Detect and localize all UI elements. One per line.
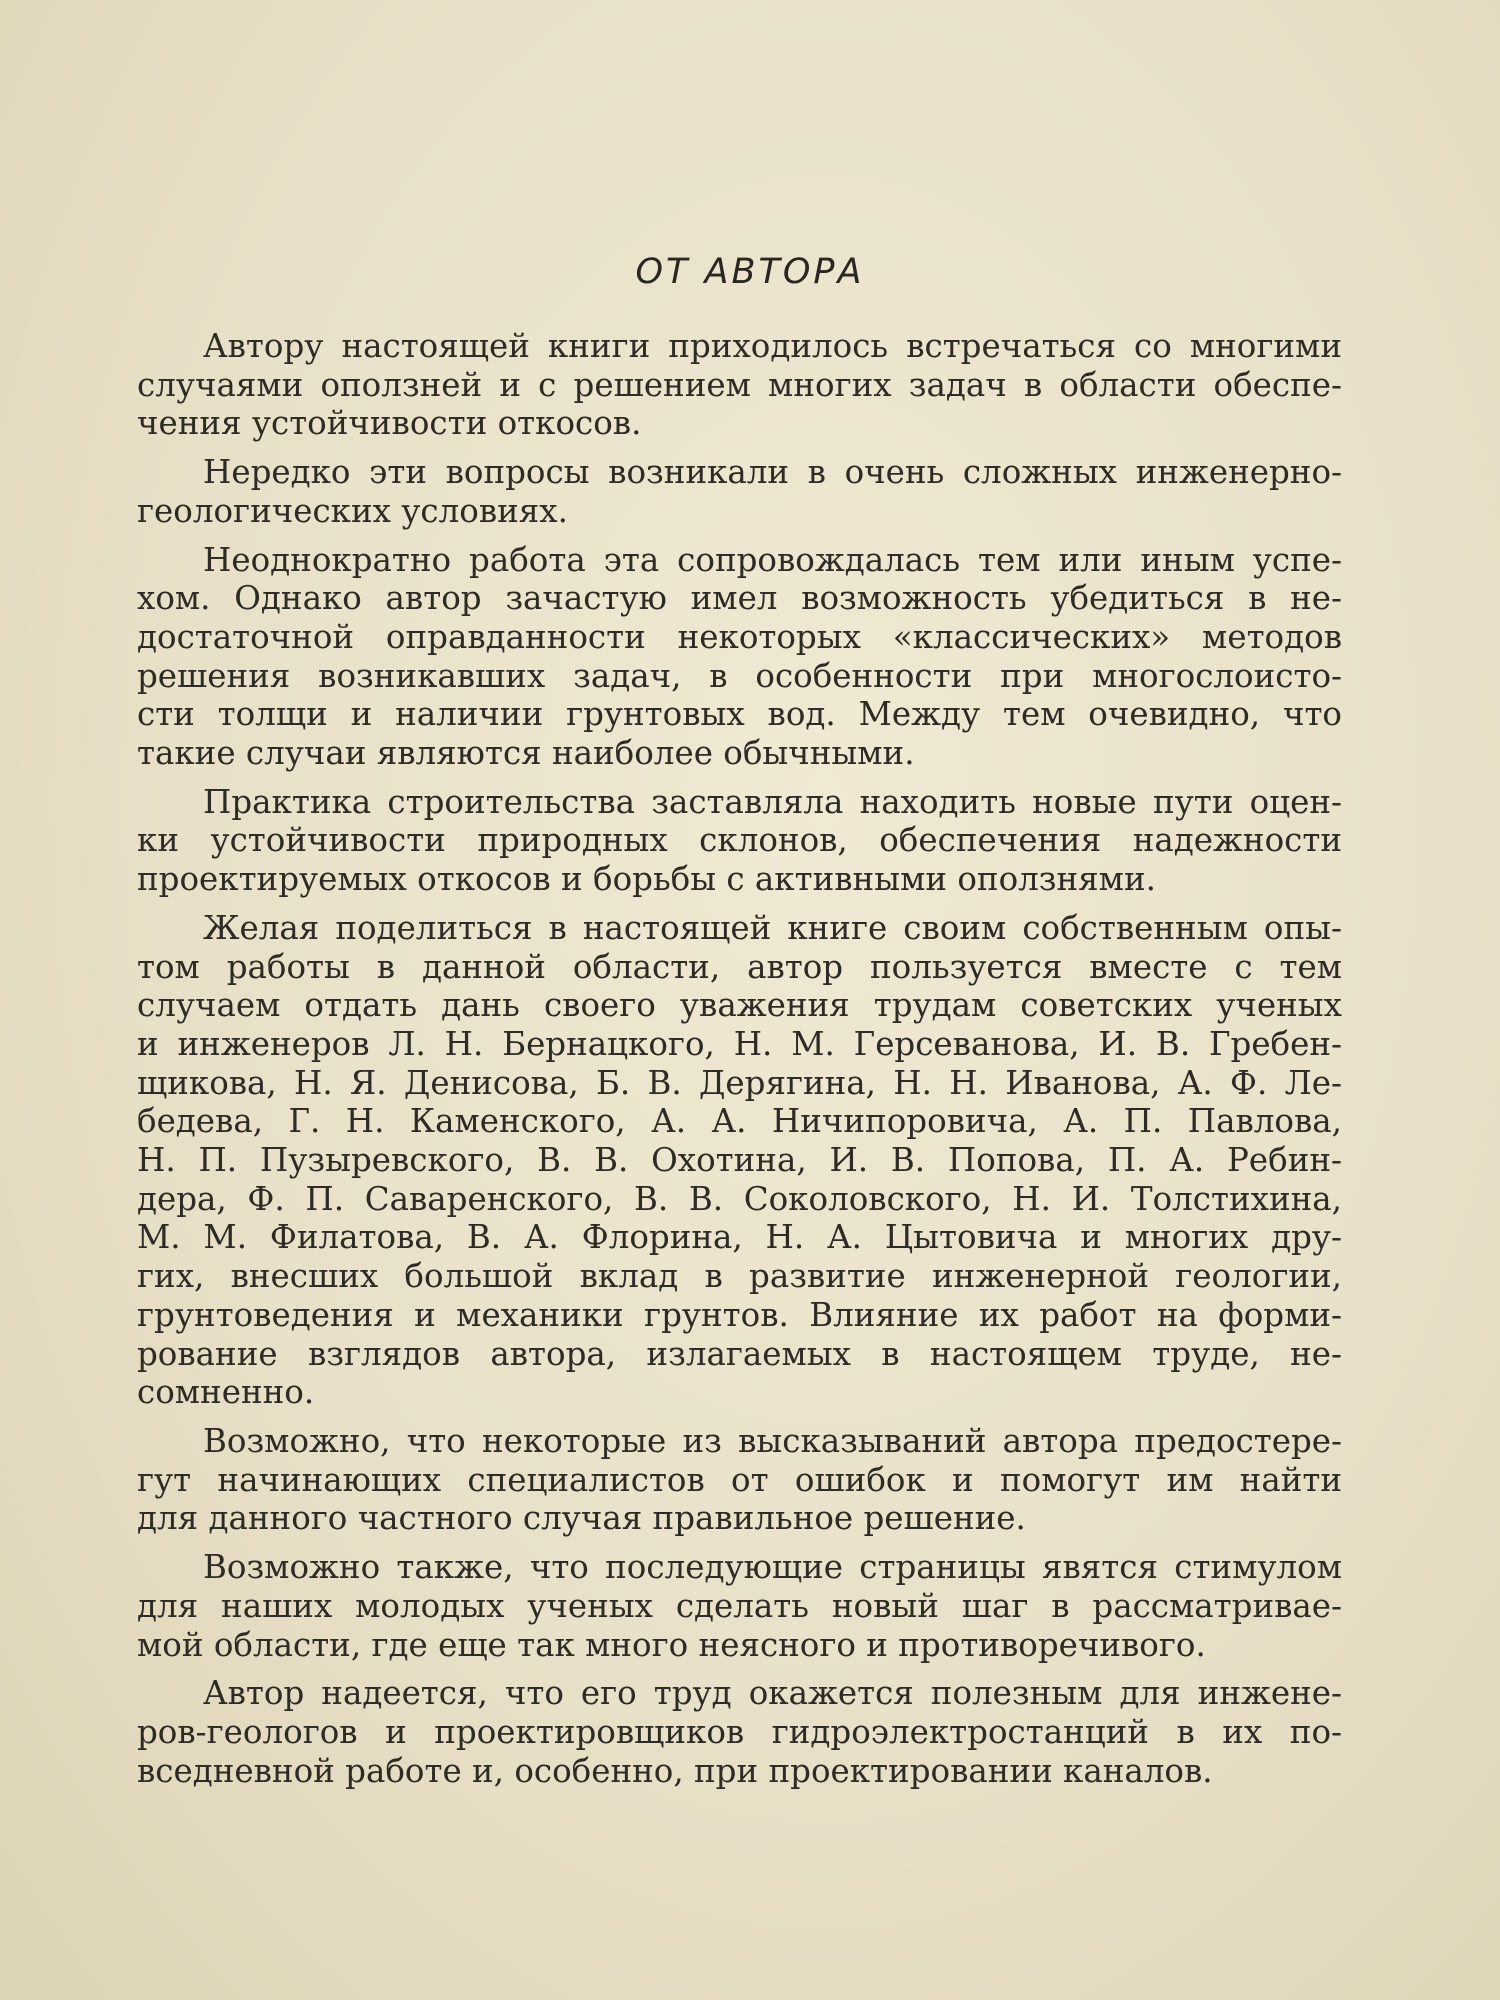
paragraph	[137, 783, 1342, 899]
paragraph	[137, 453, 1342, 530]
text-line: случаем отдать дань своего уважения трудам советских ученых	[137, 986, 1342, 1025]
text-line: гих, внесших большой вклад в развитие инженерной геологии,	[137, 1257, 1342, 1296]
body-text	[137, 327, 1342, 1800]
paragraph	[137, 1548, 1342, 1664]
text-line: достаточной оправданности некоторых «классических» методов	[137, 617, 1342, 656]
text-line: такие случаи являются наиболее обычными.	[137, 734, 915, 773]
text-line: Возможно, что некоторые из высказываний автора предостере-	[203, 1421, 1342, 1460]
page-title: ОТ АВТОРА	[635, 252, 865, 292]
text-line: сти толщи и наличии грунтовых вод. Между тем очевидно, что	[137, 695, 1342, 734]
text-line: Практика строительства заставляла находить новые пути оцен-	[203, 782, 1342, 821]
text-line: бедева, Г. Н. Каменского, А. А. Ничипоровича, А. П. Павлова,	[137, 1102, 1342, 1141]
text-line: и инженеров Л. Н. Бернацкого, Н. М. Герсеванова, И. В. Гребен-	[137, 1024, 1342, 1063]
paragraph	[137, 327, 1342, 443]
text-line: случаями оползней и с решением многих задач в области обеспе-	[137, 365, 1342, 404]
text-line: щикова, Н. Я. Денисова, Б. В. Дерягина, Н. Н. Иванова, А. Ф. Ле-	[137, 1063, 1342, 1102]
text-line: Возможно также, что последующие страницы явятся стимулом	[203, 1548, 1342, 1587]
paragraph	[137, 1674, 1342, 1790]
text-line: для наших молодых ученых сделать новый шаг в рассматривае-	[137, 1586, 1342, 1625]
paragraph	[137, 909, 1342, 1412]
text-line: ров-геологов и проектировщиков гидроэлектростанций в их по-	[137, 1712, 1342, 1751]
text-line: Неоднократно работа эта сопровождалась тем или иным успе-	[203, 540, 1342, 579]
text-line: хом. Однако автор зачастую имел возможность убедиться в не-	[137, 579, 1342, 618]
text-line: грунтоведения и механики грунтов. Влияние их работ на форми-	[137, 1295, 1342, 1334]
text-line: дера, Ф. П. Саваренского, В. В. Соколовского, Н. И. Толстихина,	[137, 1179, 1342, 1218]
text-line: гут начинающих специалистов от ошибок и помогут им найти	[137, 1460, 1342, 1499]
text-line: М. М. Филатова, В. А. Флорина, Н. А. Цытовича и многих дру-	[137, 1218, 1342, 1257]
text-line: геологических условиях.	[137, 491, 568, 530]
text-line: вседневной работе и, особенно, при проектировании каналов.	[137, 1751, 1213, 1790]
text-line: Автору настоящей книги приходилось встречаться со многими	[203, 327, 1342, 365]
paragraph	[137, 1422, 1342, 1538]
text-line: Желая поделиться в настоящей книге своим собственным опы-	[203, 908, 1342, 947]
text-line: сомненно.	[137, 1373, 315, 1412]
text-line: рование взглядов автора, излагаемых в настоящем труде, не-	[137, 1334, 1342, 1373]
text-line: ки устойчивости природных склонов, обеспечения надежности	[137, 821, 1342, 860]
text-line: для данного частного случая правильное решение.	[137, 1499, 1026, 1538]
text-line: Автор надеется, что его труд окажется полезным для инжене-	[203, 1674, 1342, 1713]
text-line: мой области, где еще так много неясного и противоречивого.	[137, 1625, 1206, 1664]
text-line: чения устойчивости откосов.	[137, 404, 642, 443]
text-line: том работы в данной области, автор пользуется вместе с тем	[137, 947, 1342, 986]
text-line: Н. П. Пузыревского, В. В. Охотина, И. В. Попова, П. А. Ребин-	[137, 1141, 1342, 1180]
text-line: решения возникавших задач, в особенности при многослоисто-	[137, 656, 1342, 695]
paragraph	[137, 541, 1342, 773]
text-line: проектируемых откосов и борьбы с активными оползнями.	[137, 860, 1156, 899]
text-line: Нередко эти вопросы возникали в очень сложных инженерно-	[203, 453, 1342, 492]
